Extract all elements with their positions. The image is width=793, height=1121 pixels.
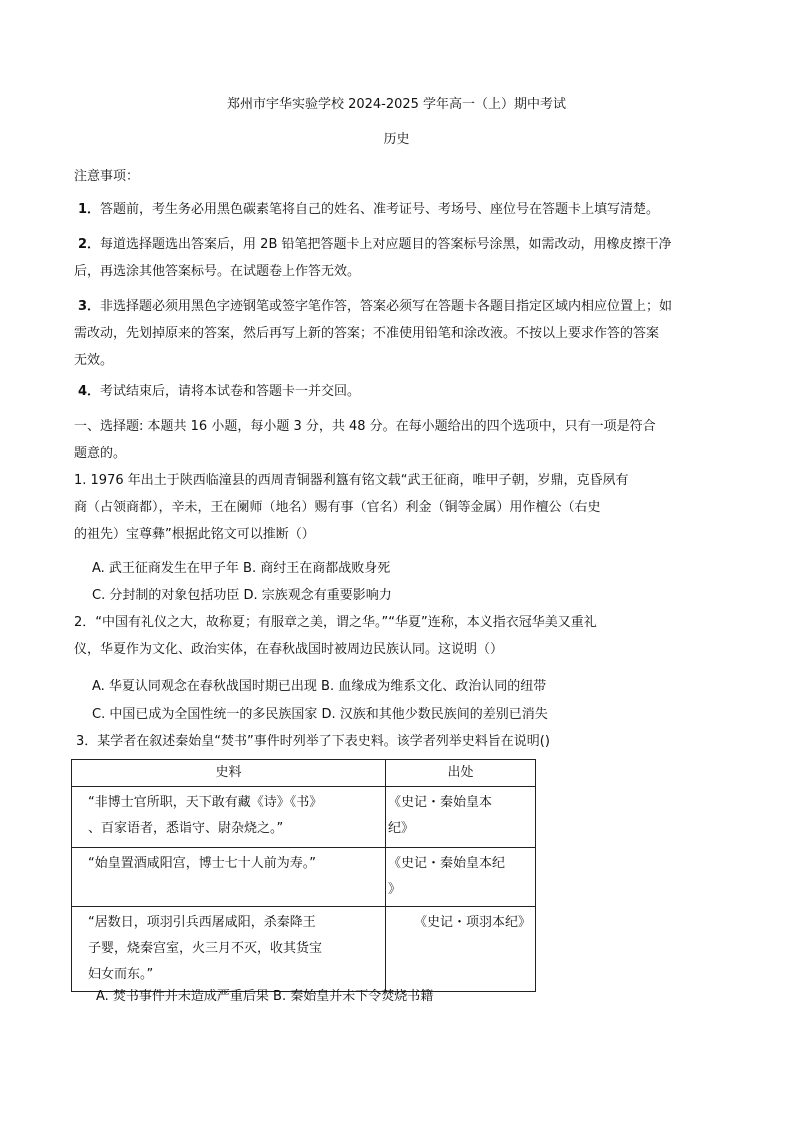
table-header: 史料 [72, 760, 386, 787]
notice-item-2-cont: 后，再选涂其他答案标号。在试题卷上作答无效。 [74, 264, 361, 279]
notice-item-number: 4． [78, 384, 101, 399]
section-heading-cont: 题意的。 [74, 446, 127, 461]
table-row [72, 907, 536, 992]
table-cell-source [72, 787, 386, 848]
cell-text: 《史记・秦始皇本纪 》 [388, 856, 506, 897]
table-header-row [72, 760, 536, 787]
question-1-options-ab: A. 武王征商发生在甲子年 B. 商纣王在商都战败身死 [92, 561, 391, 576]
table-cell-source [72, 848, 386, 907]
notice-item-text: 每道选择题选出答案后，用 2B 铅笔把答题卡上对应题目的答案标号涂黑，如需改动，用橡皮擦干净 [100, 237, 672, 252]
source-table [71, 759, 536, 992]
notice-item-2 [78, 236, 672, 254]
question-3-options-ab: A. 焚书事件并未造成严重后果 B. 秦始皇并未下令焚烧书籍 [96, 989, 434, 1004]
notice-item-3-cont2: 无效。 [74, 353, 114, 368]
cell-text: 《史记・秦始皇本 纪》 [388, 795, 493, 836]
question-2-options-cd: C. 中国已成为全国性统一的多民族国家 D. 汉族和其他少数民族间的差别已消失 [92, 707, 548, 722]
exam-title: 郑州市宇华实验学校 2024-2025 学年高一（上）期中考试 [226, 97, 567, 112]
table-cell-source [72, 907, 386, 992]
cell-text: “非博士官所职，天下敢有藏《诗》《书》 、百家语者，悉诣守、尉杂烧之。” [88, 795, 323, 836]
question-1-stem-cont2: 的祖先）宝尊彝”根据此铭文可以推断（） [74, 527, 315, 542]
question-2-stem: 2．“中国有礼仪之大，故称夏；有服章之美，谓之华。”“华夏”连称，本义指衣冠华美又重礼 [74, 615, 597, 630]
question-2-options-ab: A. 华夏认同观念在春秋战国时期已出现 B. 血缘成为维系文化、政治认同的纽带 [92, 679, 547, 694]
table-cell-origin [386, 848, 536, 907]
notice-item-number: 3． [78, 299, 101, 314]
subject-title: 历史 [383, 132, 410, 147]
notice-item-text: 非选择题必须用黑色字迹钢笔或签字笔作答，答案必须写在答题卡各题目指定区域内相应位置上；如 [100, 299, 673, 314]
table-cell-origin [386, 907, 536, 992]
question-1-stem-cont: 商（占领商都），辛未，王在阑师（地名）赐有事（官名）利金（铜等金属）用作檀公（右史 [74, 500, 601, 515]
cell-text: “居数日，项羽引兵西屠咸阳，杀秦降王 子婴，烧秦宫室，火三月不灭，收其货宝 妇女而东。” [88, 915, 323, 982]
question-3-stem: 3．某学者在叙述秦始皇“焚书”事件时列举了下表史料。该学者列举史料旨在说明() [76, 734, 550, 749]
cell-text: 《史记・项羽本纪》 [414, 915, 532, 930]
notice-item-3 [78, 298, 672, 316]
notice-item-number: 1． [78, 202, 101, 217]
notice-item-4 [78, 383, 360, 401]
question-1-options-cd: C. 分封制的对象包括功臣 D. 宗族观念有重要影响力 [92, 588, 392, 603]
notice-item-text: 答题前，考生务必用黑色碳素笔将自己的姓名、准考证号、考场号、座位号在答题卡上填写清楚。 [100, 202, 660, 217]
question-1-stem: 1. 1976 年出土于陕西临潼县的西周青铜器利簋有铭文载“武王征商，唯甲子朝，岁鼎，克昏夙有 [74, 473, 629, 488]
notice-item-number: 2． [78, 237, 101, 252]
table-row [72, 848, 536, 907]
question-2-stem-cont: 仪，华夏作为文化、政治实体，在春秋战国时被周边民族认同。这说明（） [74, 642, 504, 657]
cell-text: “始皇置酒咸阳宫，博士七十人前为寿。” [88, 856, 316, 871]
table-header: 出处 [386, 760, 536, 787]
table-cell-origin [386, 787, 536, 848]
section-heading: 一、选择题: 本题共 16 小题，每小题 3 分，共 48 分。在每小题给出的四个选项中，只有一项是符合 [74, 419, 656, 434]
notice-heading: 注意事项： [74, 169, 140, 184]
notice-item-3-cont: 需改动，先划掉原来的答案，然后再写上新的答案；不准使用铅笔和涂改液。不按以上要求作答的答案 [74, 326, 660, 341]
notice-item-text: 考试结束后，请将本试卷和答题卡一并交回。 [100, 384, 361, 399]
table-row [72, 787, 536, 848]
notice-item-1 [78, 201, 659, 219]
